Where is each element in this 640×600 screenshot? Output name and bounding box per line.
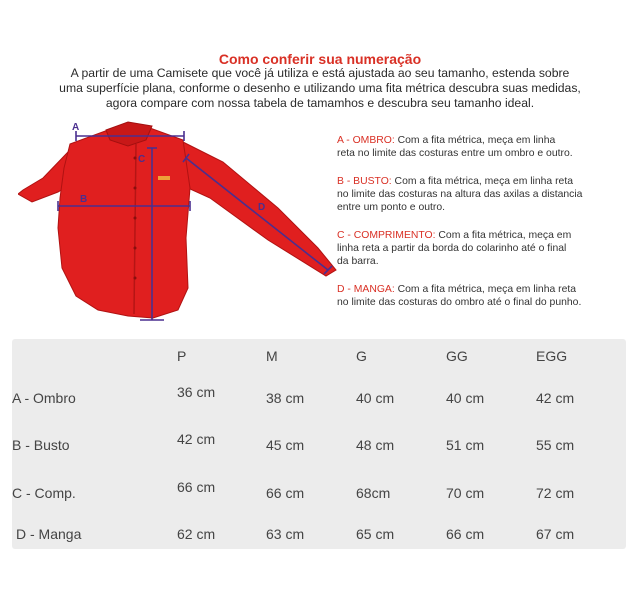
definition-text: no limite das costuras na altura das axilas a distancia — [337, 189, 583, 200]
table-cell: 62 cm — [177, 526, 216, 542]
table-cell: 68cm — [356, 485, 391, 501]
definition-text: Com a fita métrica, meça em linha reta — [394, 284, 577, 295]
definition-manga — [337, 283, 637, 309]
marker-a: A — [72, 122, 80, 133]
table-cell: 66 cm — [266, 485, 305, 501]
definition-text: Com a fita métrica, meça em linha reta — [391, 176, 573, 187]
intro-line: A partir de uma Camisete que você já utiliza e está ajustada ao seu tamanho, estenda sobre — [70, 66, 570, 80]
intro-line: uma superfície plana, conforme o desenho e utilizando uma fita métrica descubra suas medidas, — [59, 81, 581, 95]
shirt-diagram — [18, 118, 338, 328]
definition-busto — [337, 175, 637, 214]
definition-text: da barra. — [337, 256, 379, 267]
table-cell: 51 cm — [446, 437, 485, 453]
marker-d: D — [258, 202, 266, 213]
row-label: A - Ombro — [12, 390, 76, 406]
marker-c: C — [138, 154, 146, 165]
column-header-m: M — [266, 348, 278, 364]
table-cell: 72 cm — [536, 485, 575, 501]
marker-b: B — [80, 194, 88, 205]
row-label: C - Comp. — [12, 485, 76, 501]
row-label: B - Busto — [12, 437, 70, 453]
definition-comprimento — [337, 229, 637, 268]
table-cell: 36 cm — [177, 384, 216, 400]
table-cell: 45 cm — [266, 437, 305, 453]
table-cell: 38 cm — [266, 390, 305, 406]
intro-text — [30, 66, 610, 111]
measurement-definitions — [337, 134, 637, 324]
definition-label: B - BUSTO: — [337, 176, 392, 187]
definition-text: entre um ponto e outro. — [337, 202, 446, 213]
definition-ombro — [337, 134, 637, 160]
shirt-illustration — [18, 118, 338, 328]
column-header-p: P — [177, 348, 187, 364]
page-title: Como conferir sua numeração — [218, 51, 422, 67]
table-cell: 55 cm — [536, 437, 575, 453]
size-table — [12, 339, 626, 549]
intro-line: agora compare com nossa tabela de tamamhos e descubra seu tamanho ideal. — [105, 96, 535, 110]
definition-text: Com a fita métrica, meça em — [435, 230, 572, 241]
table-cell: 40 cm — [446, 390, 485, 406]
table-cell: 42 cm — [536, 390, 575, 406]
definition-label: D - MANGA: — [337, 284, 395, 295]
table-cell: 70 cm — [446, 485, 485, 501]
row-label: D - Manga — [16, 526, 82, 542]
table-cell: 65 cm — [356, 526, 395, 542]
column-header-gg: GG — [446, 348, 468, 364]
table-cell: 67 cm — [536, 526, 575, 542]
definition-text: no limite das costuras do ombro até o final do punho. — [337, 297, 582, 308]
table-cell: 48 cm — [356, 437, 395, 453]
definition-label: A - OMBRO: — [337, 135, 395, 146]
definition-text: reta no limite das costuras entre um ombro e outro. — [337, 148, 573, 159]
column-header-g: G — [356, 348, 367, 364]
table-cell: 66 cm — [446, 526, 485, 542]
definition-text: linha reta a partir da borda do colarinho até o final — [337, 243, 567, 254]
definition-text: Com a fita métrica, meça em linha — [394, 135, 556, 146]
table-cell: 66 cm — [177, 479, 216, 495]
table-cell: 63 cm — [266, 526, 305, 542]
definition-label: C - COMPRIMENTO: — [337, 230, 436, 241]
table-cell: 42 cm — [177, 431, 216, 447]
table-cell: 40 cm — [356, 390, 395, 406]
column-header-egg: EGG — [536, 348, 568, 364]
